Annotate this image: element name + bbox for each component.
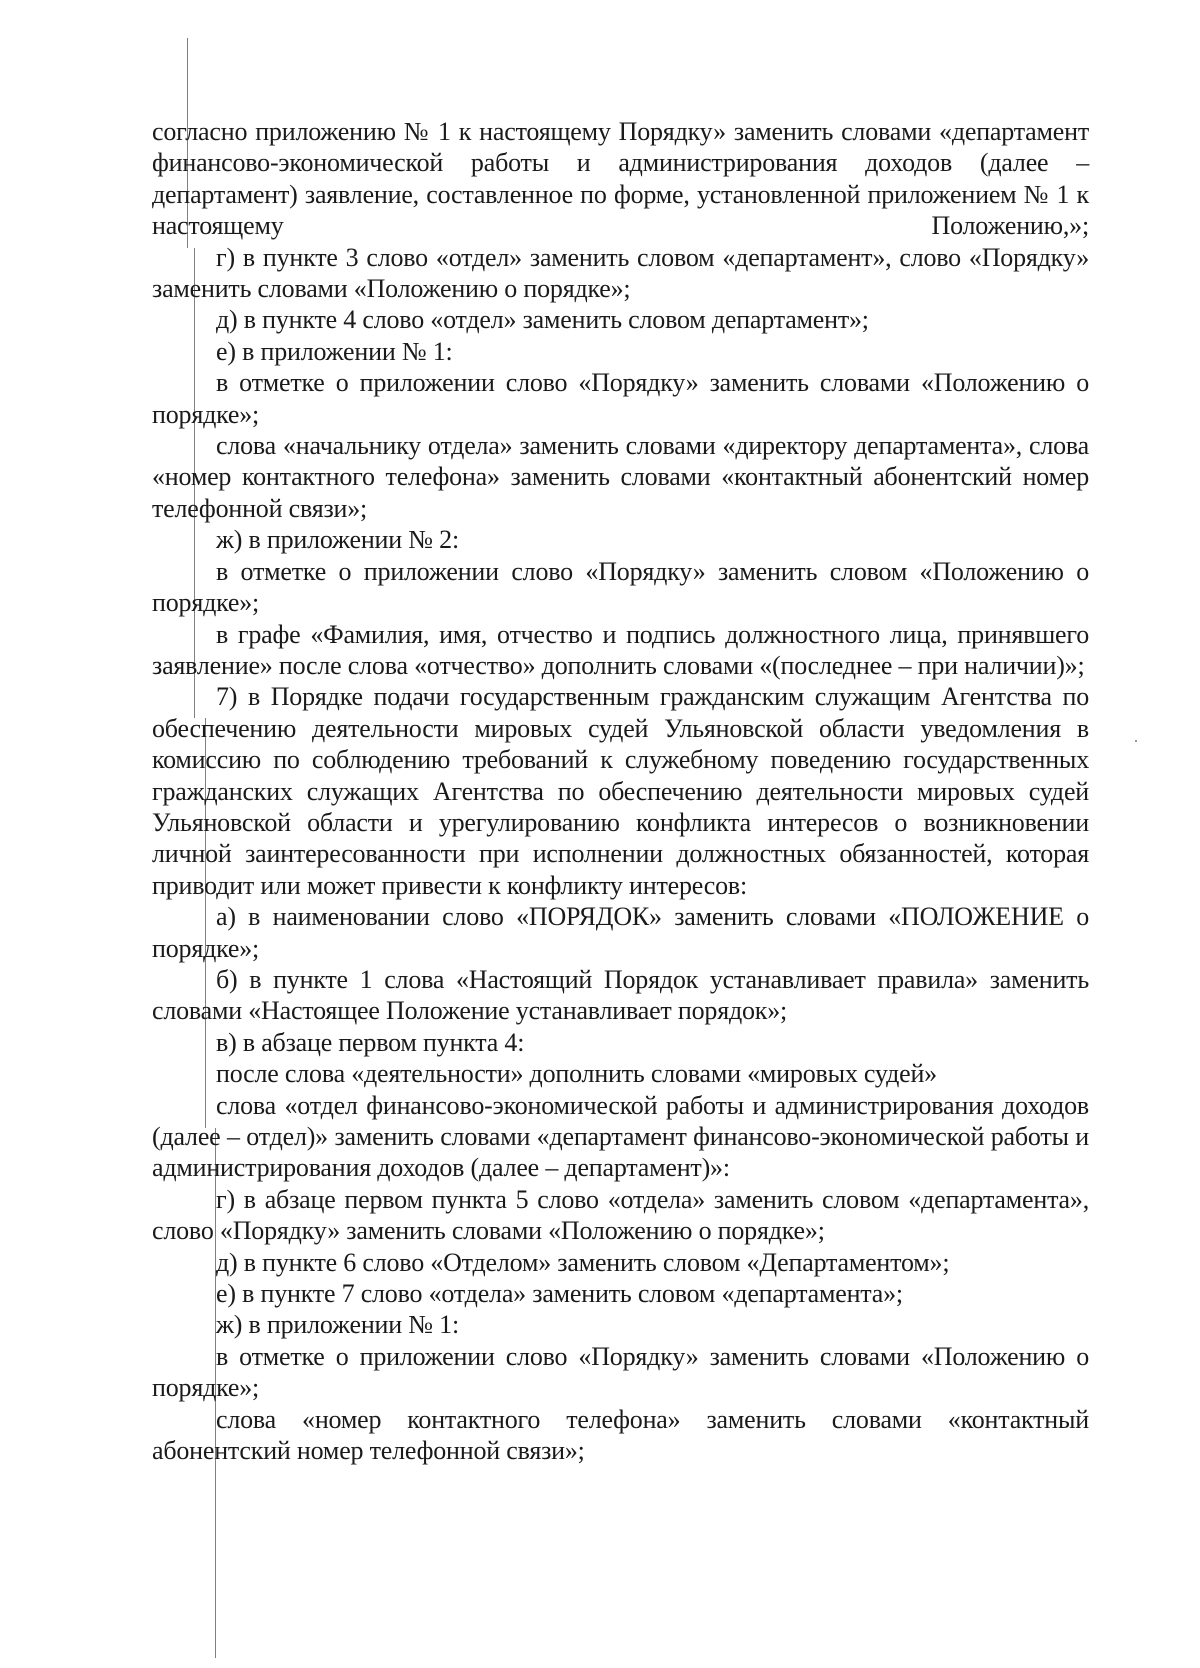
paragraph: 7) в Порядке подачи государственным гражданским служащим Агентства по обеспечению деятельности мировых судей Ульяновской области уведомления в комиссию по соблюдению требований к служебному поведению государственных гражданских служащих Агентства по обеспечению деятельности мировых судей Ульяновской области и урегулированию конфликта интересов о возникновении личной заинтересованности при исполнении должностных обязанностей, которая приводит или может привести к конфликту интересов: <box>152 682 1089 900</box>
paragraph: в отметке о приложении слово «Порядку» заменить словом «Положению о порядке»; <box>152 556 1089 618</box>
paragraph: ж) в приложении № 2: <box>216 525 459 555</box>
paragraph: в графе «Фамилия, имя, отчество и подпись должностного лица, принявшего заявление» после слова «отчество» дополнить словами «(последнее – при наличии)»; <box>152 619 1089 680</box>
paragraph: в отметке о приложении слово «Порядку» заменить словами «Положению о порядке»; <box>152 1341 1089 1403</box>
paragraph: а) в наименовании слово «ПОРЯДОК» заменить словами «ПОЛОЖЕНИЕ о порядке»; <box>152 902 1089 963</box>
paragraph: д) в пункте 4 слово «отдел» заменить словом департамент»; <box>216 305 869 335</box>
paragraph: ж) в приложении № 1: <box>216 1310 459 1340</box>
paragraph: слова «начальнику отдела» заменить словами «директору департамента», слова «номер контактного телефона» заменить словами «контактный абонентский номер телефонной связи»; <box>152 431 1089 523</box>
paragraph: д) в пункте 6 слово «Отделом» заменить словом «Департаментом»; <box>216 1247 950 1277</box>
paragraph: в отметке о приложении слово «Порядку» заменить словами «Положению о порядке»; <box>152 368 1089 429</box>
scan-speck <box>1135 740 1137 742</box>
paragraph: е) в пункте 7 слово «отдела» заменить словом «департамента»; <box>216 1279 903 1309</box>
paragraph: слова «номер контактного телефона» заменить словами «контактный абонентский номер телефонной связи»; <box>152 1404 1089 1466</box>
paragraph: е) в приложении № 1: <box>216 336 453 366</box>
paragraph: после слова «деятельности» дополнить словами «мировых судей» <box>216 1059 937 1089</box>
paragraph: согласно приложению № 1 к настоящему Порядку» заменить словами «департамент финансово-экономической работы и администрирования доходов (далее – департамент) заявление, составленное по форме, установленной приложением № 1 к настоящему Положению,»; <box>152 117 1089 241</box>
document-body <box>152 116 1089 1466</box>
paragraph: в) в абзаце первом пункта 4: <box>216 1027 525 1057</box>
paragraph: слова «отдел финансово-экономической работы и администрирования доходов (далее – отдел)» заменить словами «департамент финансово-экономической работы и администрирования доходов (далее – департамент)»: <box>152 1090 1089 1183</box>
paragraph: г) в пункте 3 слово «отдел» заменить словом «департамент», слово «Порядку» заменить словами «Положению о порядке»; <box>152 242 1089 304</box>
paragraph: б) в пункте 1 слова «Настоящий Порядок устанавливает правила» заменить словами «Настоящее Положение устанавливает порядок»; <box>152 964 1089 1026</box>
paragraph: г) в абзаце первом пункта 5 слово «отдела» заменить словом «департамента», слово «Порядку» заменить словами «Положению о порядке»; <box>152 1184 1089 1246</box>
